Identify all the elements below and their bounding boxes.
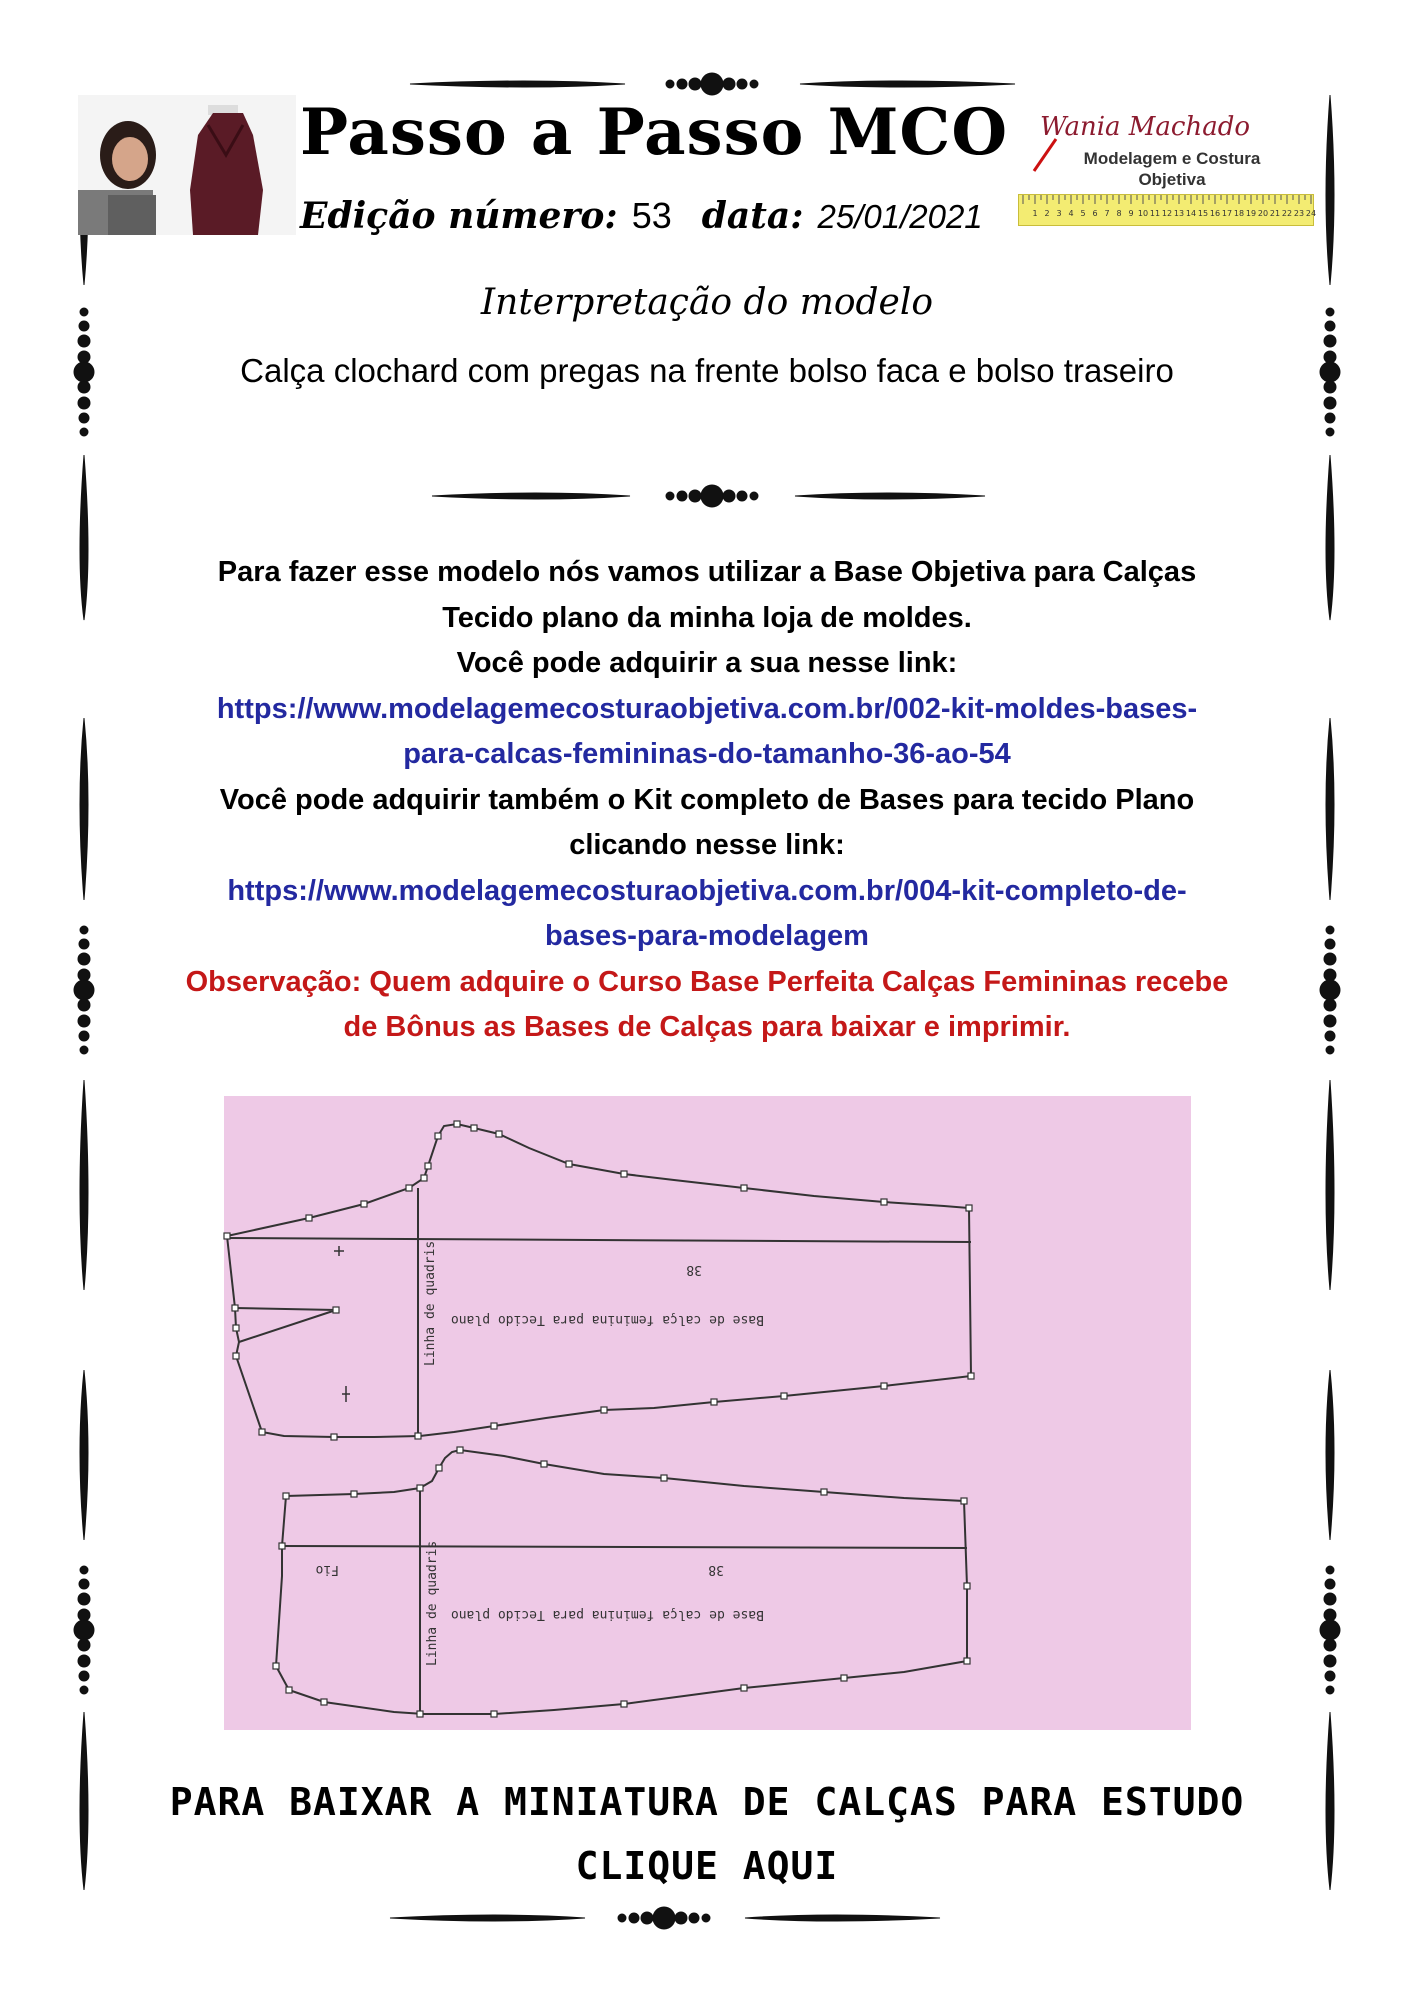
ruler-number: 2 xyxy=(1044,209,1050,218)
ruler-number: 1 xyxy=(1032,209,1038,218)
ruler-number: 7 xyxy=(1104,209,1110,218)
ruler-number: 4 xyxy=(1068,209,1074,218)
observation-note: Observação: Quem adquire o Curso Base Perfeita Calças Femininas recebe xyxy=(185,965,1229,998)
ruler-number: 22 xyxy=(1281,209,1293,218)
instructions xyxy=(100,550,1314,1051)
ruler-number: 12 xyxy=(1161,209,1173,218)
ruler-number: 9 xyxy=(1128,209,1134,218)
instructions-line: Você pode adquirir também o Kit completo de Bases para tecido Plano xyxy=(219,783,1195,816)
model-description: Calça clochard com pregas na frente bolso faca e bolso traseiro xyxy=(240,352,1174,389)
kit-bases-link[interactable]: para-calcas-femininas-do-tamanho-36-ao-54 xyxy=(403,738,1011,770)
brand-name: Wania Machado xyxy=(1040,112,1251,142)
instructions-line: Tecido plano da minha loja de moldes. xyxy=(442,601,972,634)
ruler-number: 16 xyxy=(1209,209,1221,218)
ruler-number: 18 xyxy=(1233,209,1245,218)
grain-label: Fio xyxy=(315,1562,339,1577)
edition-label: Edição número: xyxy=(300,195,618,237)
tape-measure-ruler xyxy=(1018,194,1317,226)
ruler-number: 10 xyxy=(1137,209,1149,218)
kit-bases-link[interactable]: https://www.modelagemecosturaobjetiva.com.br/002-kit-moldes-bases- xyxy=(216,692,1198,725)
pants-pattern-image xyxy=(224,1096,1191,1730)
needle-icon xyxy=(1030,135,1060,175)
top-hip-line-label: Linha de quadris xyxy=(423,1240,438,1366)
section-heading: Interpretação do modelo xyxy=(480,282,934,323)
bottom-hip-line-label: Linha de quadris xyxy=(425,1540,440,1666)
observation-note: de Bônus as Bases de Calças para baixar e imprimir. xyxy=(343,1011,1071,1043)
ruler-number: 15 xyxy=(1197,209,1209,218)
date-label: data: xyxy=(701,195,804,237)
cta-line2[interactable]: CLIQUE AQUI xyxy=(575,1844,839,1888)
ruler-number: 11 xyxy=(1149,209,1161,218)
ruler-number: 3 xyxy=(1056,209,1062,218)
ruler-number: 13 xyxy=(1173,209,1185,218)
bottom-size-label: 38 xyxy=(708,1562,724,1577)
ruler-number: 6 xyxy=(1092,209,1098,218)
instructions-line: Para fazer esse modelo nós vamos utilizar a Base Objetiva para Calças xyxy=(217,556,1197,588)
ruler-number: 5 xyxy=(1080,209,1086,218)
ruler-number: 17 xyxy=(1221,209,1233,218)
edition-line xyxy=(300,195,983,237)
instructions-line: Você pode adquirir a sua nesse link: xyxy=(456,647,958,679)
ruler-ticks xyxy=(1019,195,1317,225)
ruler-number: 14 xyxy=(1185,209,1197,218)
top-piece-label: Base de calça feminina para Tecido plano xyxy=(450,1312,764,1327)
ruler-number: 24 xyxy=(1305,209,1317,218)
bottom-piece-label: Base de calça feminina para Tecido plano xyxy=(450,1607,764,1622)
ruler-number: 20 xyxy=(1257,209,1269,218)
author-photo xyxy=(78,95,296,235)
edition-number: 53 xyxy=(631,195,672,236)
download-cta[interactable] xyxy=(0,1770,1414,1898)
ruler-number: 19 xyxy=(1245,209,1257,218)
cta-line1[interactable]: PARA BAIXAR A MINIATURA DE CALÇAS PARA ESTUDO xyxy=(169,1780,1245,1824)
brand-subtitle-line2: Objetiva xyxy=(1138,170,1206,189)
pattern-drawing xyxy=(224,1096,1191,1730)
date-value: 25/01/2021 xyxy=(817,198,983,235)
complete-kit-link[interactable]: bases-para-modelagem xyxy=(545,920,869,952)
brand-subtitle-line1: Modelagem e Costura xyxy=(1083,149,1261,168)
ruler-number: 23 xyxy=(1293,209,1305,218)
instructions-line: clicando nesse link: xyxy=(569,829,845,861)
page-title: Passo a Passo MCO xyxy=(300,95,1009,170)
top-size-label: 38 xyxy=(686,1262,702,1277)
complete-kit-link[interactable]: https://www.modelagemecosturaobjetiva.com.br/004-kit-completo-de- xyxy=(227,874,1187,907)
ruler-number: 8 xyxy=(1116,209,1122,218)
ruler-number: 21 xyxy=(1269,209,1281,218)
brand-subtitle xyxy=(1062,148,1282,190)
